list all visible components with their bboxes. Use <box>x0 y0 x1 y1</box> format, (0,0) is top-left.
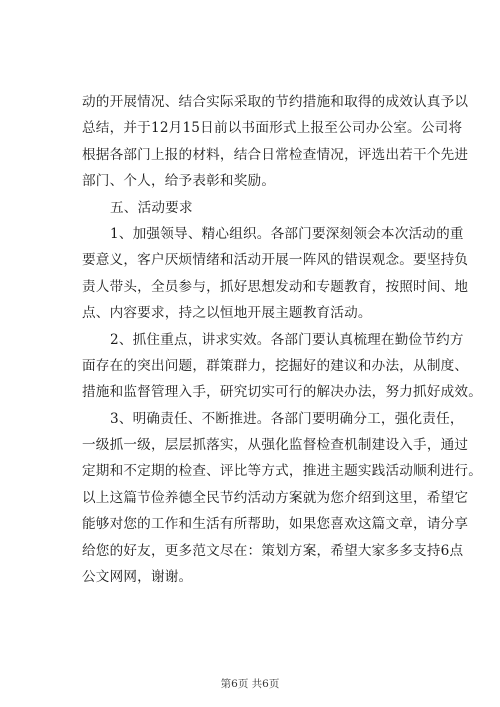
page-number: 第6页 共6页 <box>220 678 280 690</box>
text-line: 3、明确责任、不断推进。各部门要明确分工，强化责任， <box>110 410 464 427</box>
text-line: 2、抓住重点，讲求实效。各部门要认真梳理在勤俭节约方 <box>110 331 464 348</box>
section-heading: 五、活动要求 <box>110 199 193 216</box>
page-footer <box>0 676 500 691</box>
text-line: 能够对您的工作和生活有所帮助，如果您喜欢这篇文章，请分享 <box>82 516 469 533</box>
text-line: 1、加强领导、精心组织。各部门要深刻领会本次活动的重 <box>110 225 464 242</box>
text-line: 定期和不定期的检查、评比等方式，推进主题实践活动顺利进行。 <box>82 463 483 480</box>
text-line: 部门、个人，给予表彰和奖励。 <box>82 173 276 190</box>
text-line: 根据各部门上报的材料，结合日常检查情况，评选出若干个先进 <box>82 146 469 163</box>
text-line: 给您的好友，更多范文尽在：策划方案，希望大家多多支持6点 <box>82 542 464 559</box>
text-line: 动的开展情况、结合实际采取的节约措施和取得的成效认真予以 <box>82 94 469 110</box>
text-line: 措施和监督管理入手，研究切实可行的解决办法，努力抓好成效。 <box>82 384 483 401</box>
text-line: 点、内容要求，持之以恒地开展主题教育活动。 <box>82 305 372 322</box>
document-body <box>82 89 483 590</box>
text-line: 要意义，客户厌烦情绪和活动开展一阵风的错误观念。要坚持负 <box>82 252 469 269</box>
text-line: 面存在的突出问题，群策群力，挖掘好的建议和办法，从制度、 <box>82 357 469 374</box>
text-line: 公文网网，谢谢。 <box>82 569 193 586</box>
text-line: 一级抓一级，层层抓落实，从强化监督检查机制建设入手，通过 <box>82 437 469 454</box>
text-line: 以上这篇节俭养德全民节约活动方案就为您介绍到这里，希望它 <box>82 489 469 506</box>
text-line: 责人带头，全员参与，抓好思想发动和专题教育，按照时间、地 <box>82 278 469 295</box>
text-line: 总结，并于12月15日前以书面形式上报至公司办公室。公司将 <box>82 120 463 137</box>
